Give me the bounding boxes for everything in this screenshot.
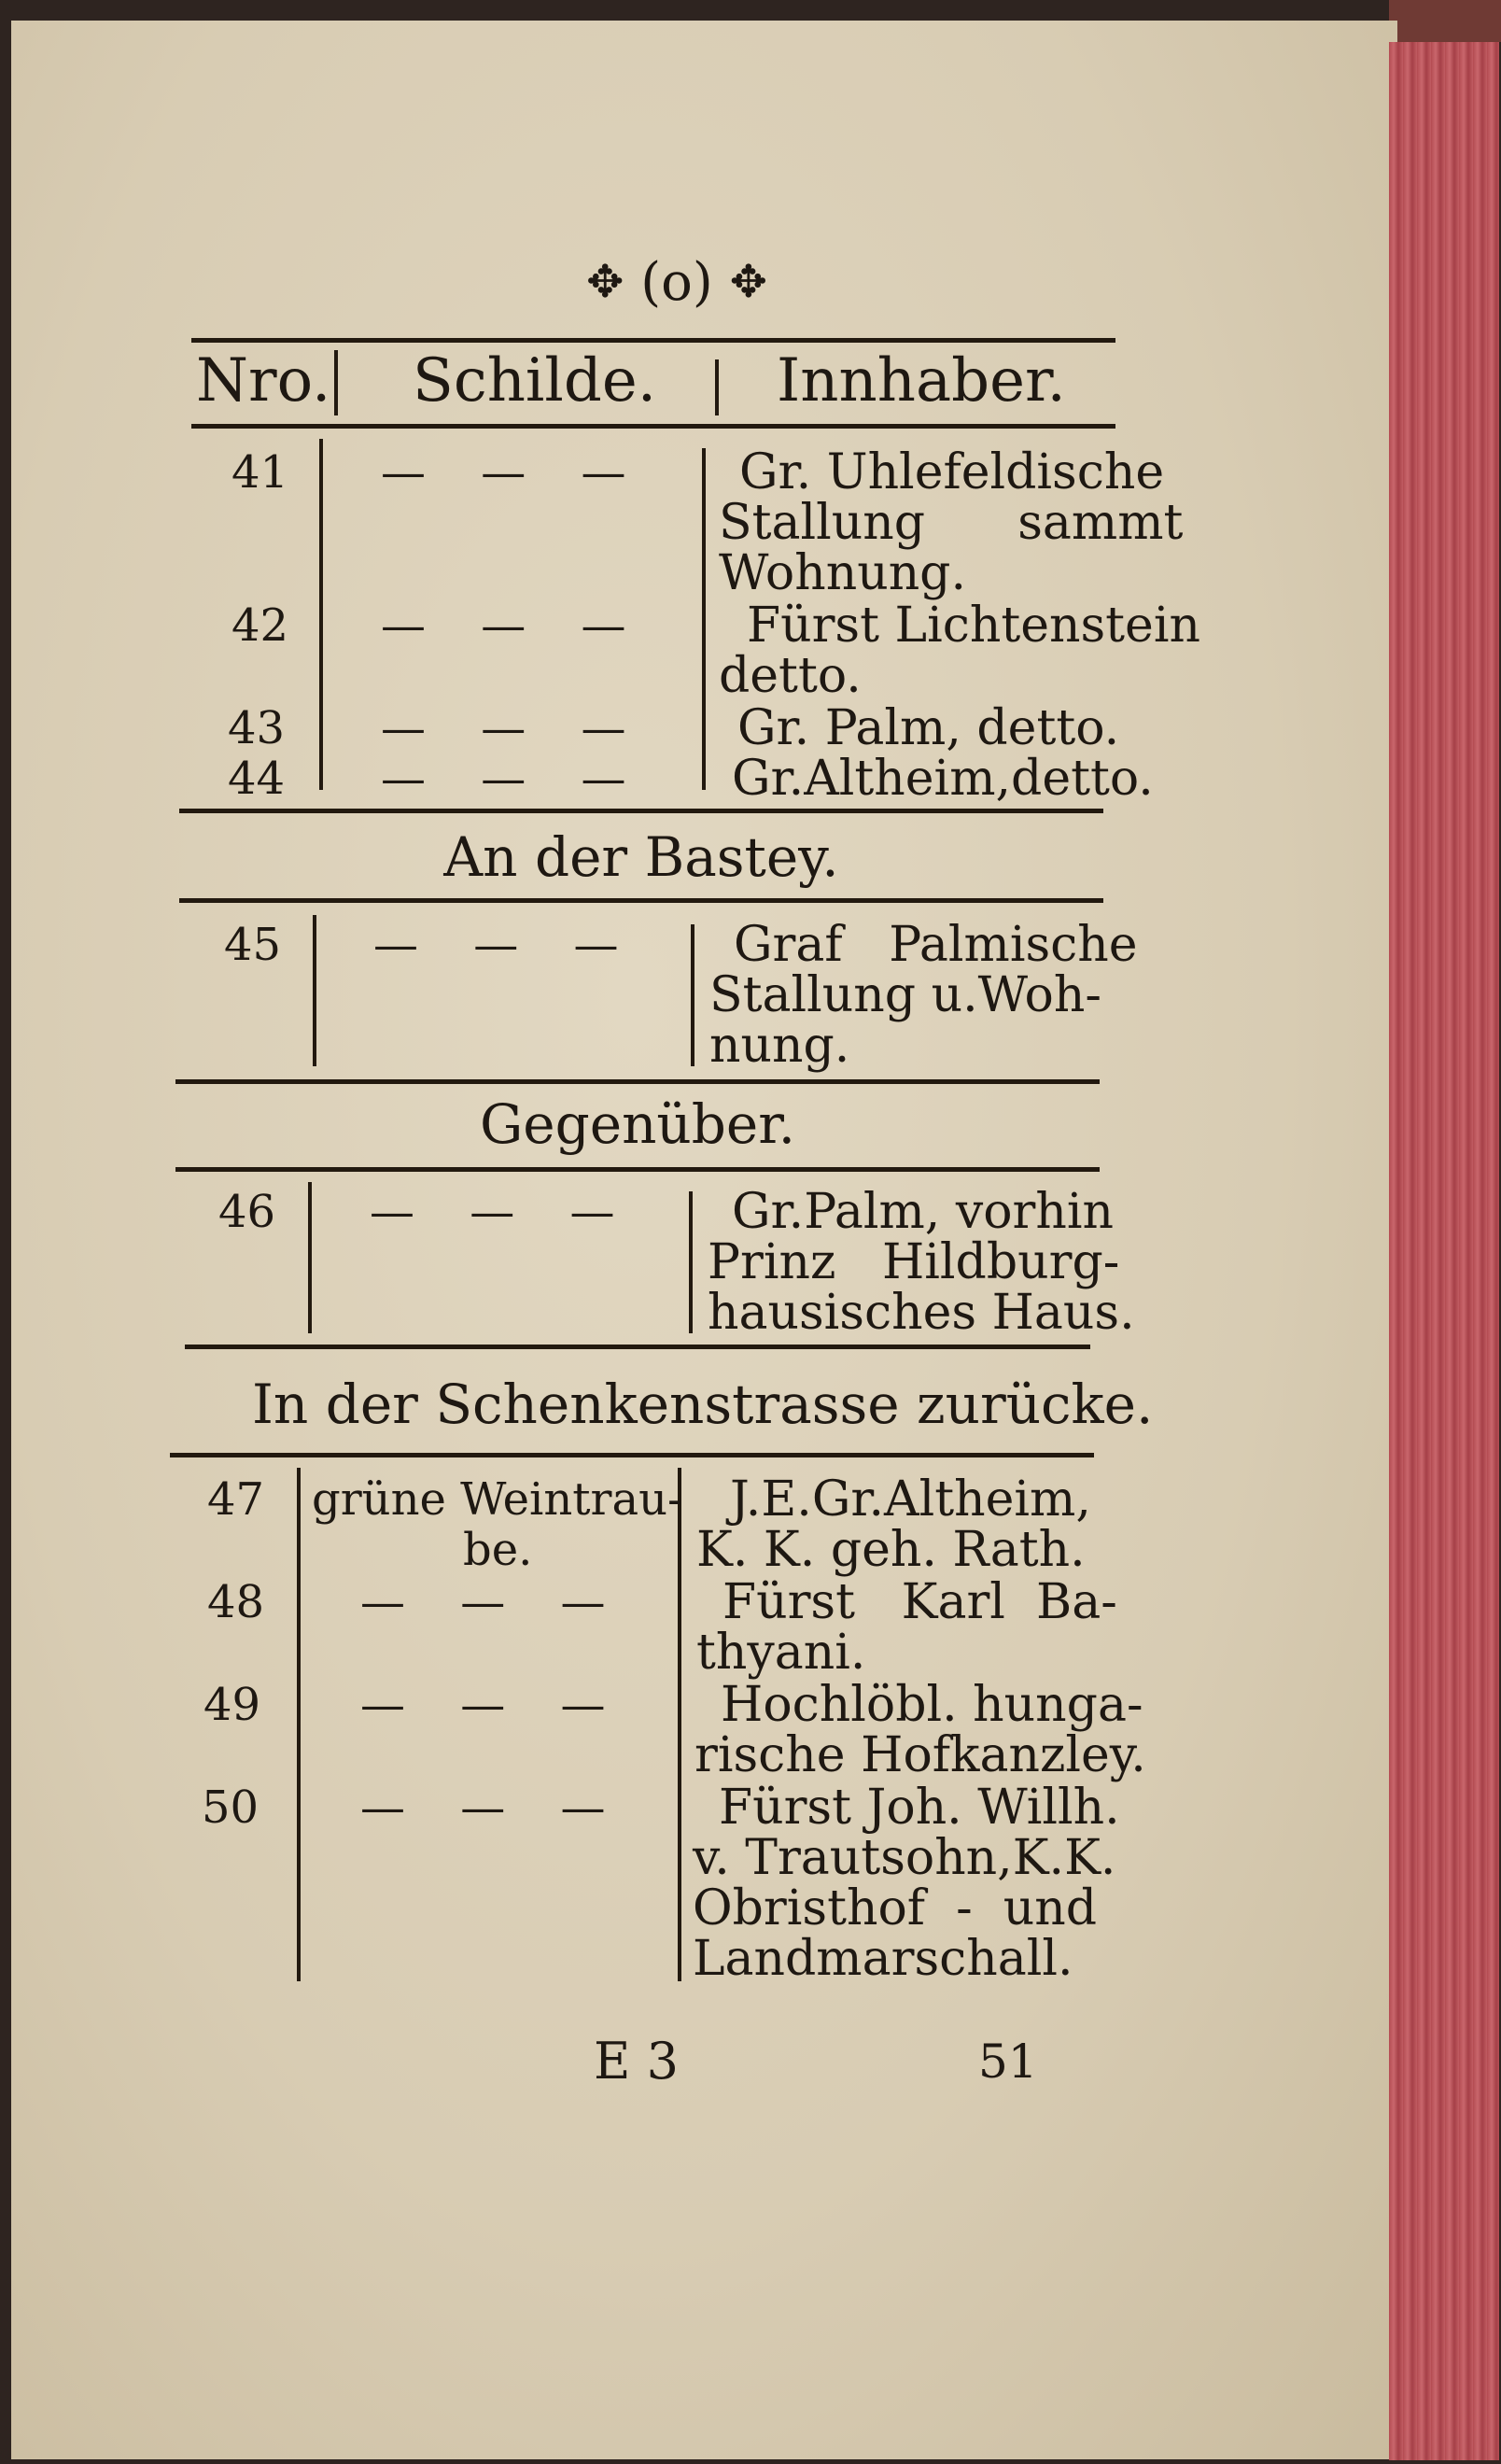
signature-mark: E 3 <box>594 2032 679 2091</box>
row-43-schild: — — — <box>381 702 647 754</box>
row-47-inhaber-line2: K. K. geh. Rath. <box>696 1522 1086 1578</box>
ornament-right-icon: ✥ <box>729 256 767 308</box>
section2-bottom-rule <box>175 1079 1100 1084</box>
row-45-inhaber-line3: nung. <box>709 1018 850 1074</box>
row-50-inhaber-line2: v. Trautsohn,K.K. <box>693 1830 1116 1886</box>
row-47-schild-line1: grüne Weintrau- <box>312 1473 683 1526</box>
row-42-inhaber-line2: detto. <box>719 648 862 704</box>
row-42-inhaber-line1: Fürst Lichtenstein <box>747 598 1200 654</box>
row-45-inhaber-line2: Stallung u.Woh- <box>709 967 1101 1023</box>
section4-top-rule <box>170 1453 1094 1457</box>
row-46-inhaber-line3: hausisches Haus. <box>708 1285 1135 1341</box>
row-41-inhaber-line2: Stallung sammt <box>719 495 1184 551</box>
page-number: (o) <box>640 251 713 313</box>
row-43-inhaber-line1: Gr. Palm, detto. <box>737 700 1120 756</box>
row-46-schild: — — — <box>370 1186 636 1238</box>
ornament-left-icon: ✥ <box>586 256 624 308</box>
row-45-schild: — — — <box>373 919 639 971</box>
section2-col-separator-1 <box>313 915 316 1066</box>
header-separator-1 <box>334 350 338 415</box>
row-46-inhaber-line1: Gr.Palm, vorhin <box>732 1184 1115 1240</box>
section2-col-separator-2 <box>691 924 694 1066</box>
row-47-no: 47 <box>207 1473 265 1526</box>
row-46-inhaber-line2: Prinz Hildburg- <box>708 1234 1120 1290</box>
running-head <box>523 245 831 319</box>
header-bottom-rule <box>191 424 1115 429</box>
row-49-inhaber-line2: rische Hofkanzley. <box>694 1727 1146 1783</box>
row-45-inhaber-line1: Graf Palmische <box>734 917 1138 973</box>
section3-bottom-rule <box>185 1345 1090 1349</box>
row-49-schild: — — — <box>360 1679 626 1731</box>
row-42-no: 42 <box>231 599 289 652</box>
row-48-inhaber-line2: thyani. <box>696 1625 866 1681</box>
section3-col-separator-2 <box>689 1191 693 1333</box>
row-50-schild: — — — <box>360 1781 626 1834</box>
section4-col-separator-1 <box>297 1468 301 1981</box>
section4-title: In der Schenkenstrasse zurücke. <box>252 1373 1154 1436</box>
section2-title: An der Bastey. <box>443 825 839 889</box>
row-50-inhaber-line4: Landmarschall. <box>693 1931 1073 1987</box>
row-43-no: 43 <box>228 702 286 754</box>
row-46-no: 46 <box>218 1186 276 1238</box>
col-separator-2 <box>702 448 706 790</box>
row-45-no: 45 <box>224 919 282 971</box>
section3-col-separator-1 <box>308 1182 312 1333</box>
row-50-inhaber-line3: Obristhof - und <box>693 1880 1097 1936</box>
section4-col-separator-2 <box>678 1468 681 1981</box>
row-41-inhaber-line1: Gr. Uhlefeldische <box>739 444 1165 500</box>
row-41-schild: — — — <box>381 446 647 499</box>
row-48-inhaber-line1: Fürst Karl Ba- <box>722 1574 1117 1630</box>
row-41-inhaber-line3: Wohnung. <box>719 545 967 601</box>
row-50-inhaber-line1: Fürst Joh. Willh. <box>719 1780 1120 1836</box>
row-49-inhaber-line1: Hochlöbl. hunga- <box>721 1677 1143 1733</box>
row-44-inhaber-line1: Gr.Altheim,detto. <box>732 751 1154 807</box>
section3-title: Gegenüber. <box>479 1092 796 1156</box>
row-47-schild-line2: be. <box>463 1524 533 1576</box>
row-42-schild: — — — <box>381 599 647 652</box>
col-separator-1 <box>319 439 323 790</box>
page-stack-red-edge <box>1389 42 1499 2460</box>
catchword: 51 <box>978 2035 1038 2089</box>
section1-bottom-rule <box>179 809 1103 813</box>
row-44-schild: — — — <box>381 753 647 805</box>
header-schild: Schilde. <box>413 346 657 415</box>
row-48-schild: — — — <box>360 1576 626 1628</box>
book-cover-edge <box>1389 0 1501 42</box>
section3-top-rule <box>175 1167 1100 1172</box>
header-inhaber: Innhaber. <box>777 346 1066 415</box>
header-no: Nro. <box>196 346 331 415</box>
header-top-rule <box>191 338 1115 343</box>
row-41-no: 41 <box>231 446 289 499</box>
section2-top-rule <box>179 898 1103 903</box>
row-47-inhaber-line1: J.E.Gr.Altheim, <box>730 1471 1091 1528</box>
row-50-no: 50 <box>202 1781 260 1834</box>
row-49-no: 49 <box>203 1679 261 1731</box>
row-48-no: 48 <box>207 1576 265 1628</box>
header-separator-2 <box>715 359 719 415</box>
row-44-no: 44 <box>228 753 286 805</box>
